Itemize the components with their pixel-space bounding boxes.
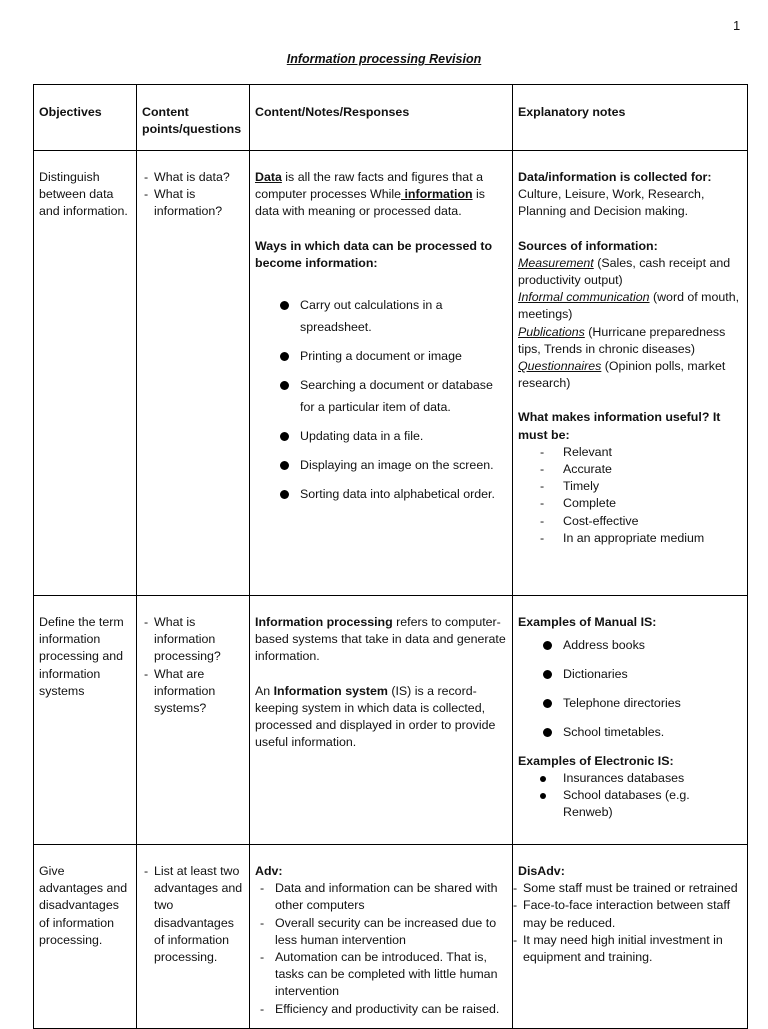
sources-heading: Sources of information: [518,238,658,253]
objective-cell: Define the term information processing and information systems [34,596,137,845]
list-item: Displaying an image on the screen. [255,454,507,476]
header-content-points: Content points/questions [137,85,250,151]
question-item: - What is data? [142,169,244,186]
document-title: Information processing Revision [286,52,482,66]
list-item: Address books [518,637,742,654]
notes-cell [250,845,513,1029]
list-item: Searching a document or database for a particular item of data. [255,374,507,418]
list-item: Dictionaries [518,666,742,683]
list-item: - It may need high initial investment in equipment and training. [513,932,742,966]
list-item: - Some staff must be trained or retrained [513,880,742,897]
objective-cell: Distinguish between data and information. [34,151,137,596]
source-item: Informal communication (word of mouth, meetings) [518,290,740,322]
list-item: - Efficiency and productivity can be raised. [255,1001,507,1018]
questions-cell [137,596,250,845]
adv-list [255,880,507,1018]
explanatory-cell [513,596,748,845]
table-row [34,151,748,596]
list-item: Updating data in a file. [255,425,507,447]
manual-heading: Examples of Manual IS: [518,615,657,629]
header-objectives: Objectives [34,85,137,151]
list-item: - Complete [518,495,742,512]
disadv-heading: DisAdv: [518,864,565,878]
list-item: - Accurate [518,461,742,478]
table-row [34,845,748,1029]
ways-list [255,294,507,505]
ip-definition: Information processing refers to computer-based systems that take in data and generate information. [255,615,506,664]
explanatory-cell [513,151,748,596]
list-item: Carry out calculations in a spreadsheet. [255,294,507,338]
notes-cell [250,151,513,596]
list-item: - Cost-effective [518,513,742,530]
collected-text: Culture, Leisure, Work, Research, Planning and Decision making. [518,187,705,219]
useful-list [518,444,742,547]
revision-table [33,84,748,1029]
list-item: Sorting data into alphabetical order. [255,483,507,505]
list-item: - Face-to-face interaction between staff may be reduced. [513,897,742,931]
manual-list [518,637,742,741]
electronic-heading: Examples of Electronic IS: [518,754,674,769]
source-item: Questionnaires (Opinion polls, market research) [518,359,726,391]
collected-heading: Data/information is collected for: [518,170,712,184]
header-explanatory-notes: Explanatory notes [513,85,748,151]
questions-cell [137,151,250,596]
source-item: Publications (Hurricane preparedness tips, Trends in chronic diseases) [518,324,726,356]
list-item: - Data and information can be shared with other computers [255,880,507,914]
disadv-list [513,880,742,966]
question-item: - What is information processing? [142,614,244,666]
questions-cell [137,845,250,1029]
header-content-notes: Content/Notes/Responses [250,85,513,151]
objective-cell: Give advantages and disadvantages of information processing. [34,845,137,1029]
header-row [34,85,748,151]
data-definition: Data is all the raw facts and figures that a computer processes While information is data with meaning or processed data. [255,170,485,219]
ways-heading: Ways in which data can be processed to become information: [255,238,493,270]
page-number: 1 [733,18,741,33]
list-item: Insurances databases [518,770,742,787]
electronic-list [518,770,742,821]
list-item: - Relevant [518,444,742,461]
question-item: - What are information systems? [142,666,244,718]
list-item: - Automation can be introduced. That is, tasks can be completed with little human intervention [255,949,507,1001]
list-item: School databases (e.g. Renweb) [518,787,742,821]
list-item: School timetables. [518,724,742,741]
question-item: - List at least two advantages and two disadvantages of information processing. [142,863,244,966]
list-item: - Overall security can be increased due to less human intervention [255,915,507,949]
useful-heading: What makes information useful? It must be: [518,410,721,442]
list-item: - In an appropriate medium [518,530,742,547]
list-item: - Timely [518,478,742,495]
table-row [34,596,748,845]
notes-cell [250,596,513,845]
explanatory-cell [513,845,748,1029]
list-item: Printing a document or image [255,345,507,367]
question-item: - What is information? [142,186,244,220]
is-definition: An Information system (IS) is a record-keeping system in which data is collected, processed and displayed in order to provide useful information. [255,683,496,750]
adv-heading: Adv: [255,864,283,878]
source-item: Measurement (Sales, cash receipt and productivity output) [518,255,731,288]
list-item: Telephone directories [518,695,742,712]
